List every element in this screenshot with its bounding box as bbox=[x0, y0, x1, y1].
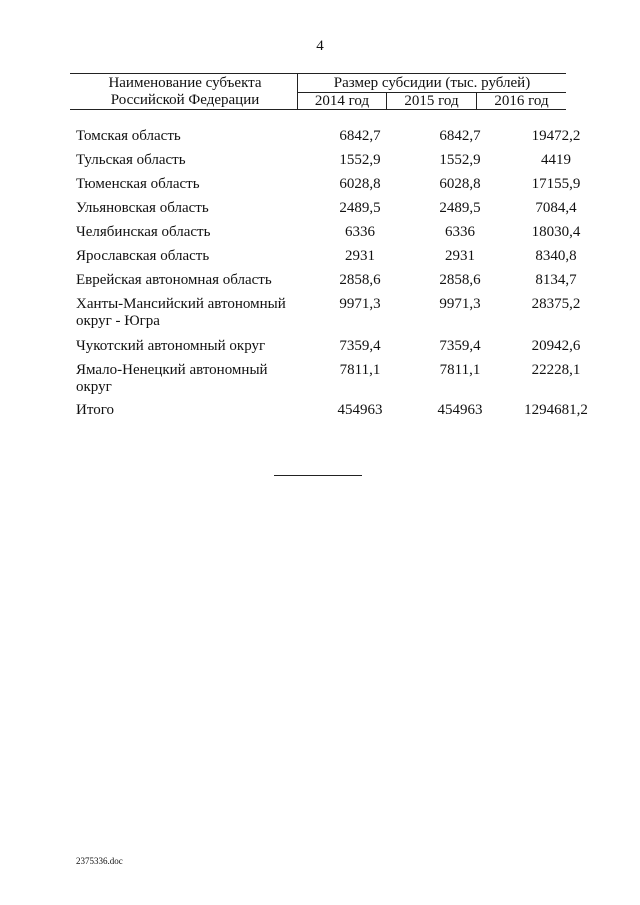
row-name: Ярославская область bbox=[76, 248, 210, 264]
row-value-2015: 6336 bbox=[445, 224, 475, 240]
row-name: Ханты-Мансийский автономный округ - Югра bbox=[76, 296, 286, 329]
row-value-2016: 17155,9 bbox=[531, 176, 581, 192]
row-value-2014: 6028,8 bbox=[339, 176, 381, 192]
header-subsidy: Размер субсидии (тыс. рублей) bbox=[333, 75, 531, 91]
row-name: Тюменская область bbox=[76, 176, 200, 192]
row-value-2014: 6336 bbox=[345, 224, 375, 240]
row-value-2014: 6842,7 bbox=[339, 128, 381, 144]
row-name: Ямало-Ненецкий автономный округ bbox=[76, 362, 268, 395]
row-value-2014: 7359,4 bbox=[339, 338, 381, 354]
row-name: Тульская область bbox=[76, 152, 186, 168]
total-value-2015: 454963 bbox=[437, 402, 483, 418]
header-top-rule bbox=[70, 73, 566, 74]
row-value-2014: 9971,3 bbox=[339, 296, 381, 312]
total-label: Итого bbox=[76, 402, 114, 418]
row-value-2014: 7811,1 bbox=[339, 362, 381, 378]
row-value-2016: 18030,4 bbox=[531, 224, 581, 240]
header-name-line1: Наименование субъекта bbox=[108, 75, 262, 91]
row-value-2015: 9971,3 bbox=[439, 296, 481, 312]
row-name: Томская область bbox=[76, 128, 181, 144]
row-name: Чукотский автономный округ bbox=[76, 338, 266, 354]
row-value-2016: 8340,8 bbox=[535, 248, 577, 264]
row-value-2016: 22228,1 bbox=[531, 362, 581, 378]
header-name-line2: Российской Федерации bbox=[110, 92, 260, 108]
row-name: Челябинская область bbox=[76, 224, 211, 240]
end-divider bbox=[274, 475, 362, 476]
row-value-2015: 7811,1 bbox=[439, 362, 481, 378]
row-value-2016: 20942,6 bbox=[531, 338, 581, 354]
row-value-2016: 8134,7 bbox=[535, 272, 577, 288]
header-year-2014: 2014 год bbox=[314, 93, 370, 109]
header-year-2015: 2015 год bbox=[404, 93, 459, 109]
header-year-2016: 2016 год bbox=[494, 93, 549, 109]
row-value-2015: 7359,4 bbox=[439, 338, 481, 354]
row-value-2015: 2858,6 bbox=[439, 272, 481, 288]
row-value-2015: 6028,8 bbox=[439, 176, 481, 192]
row-value-2014: 2489,5 bbox=[339, 200, 381, 216]
row-name: Ульяновская область bbox=[76, 200, 209, 216]
row-value-2014: 2931 bbox=[345, 248, 375, 264]
row-value-2016: 7084,4 bbox=[535, 200, 577, 216]
row-value-2016: 19472,2 bbox=[531, 128, 581, 144]
row-value-2014: 1552,9 bbox=[339, 152, 381, 168]
document-id: 2375336.doc bbox=[76, 856, 123, 866]
row-value-2016: 28375,2 bbox=[531, 296, 581, 312]
row-value-2015: 2931 bbox=[445, 248, 475, 264]
total-value-2014: 454963 bbox=[337, 402, 383, 418]
row-name: Еврейская автономная область bbox=[76, 272, 272, 288]
row-value-2016: 4419 bbox=[541, 152, 571, 168]
page-number: 4 bbox=[316, 38, 324, 54]
row-value-2015: 6842,7 bbox=[439, 128, 481, 144]
row-value-2015: 1552,9 bbox=[439, 152, 481, 168]
total-value-2016: 1294681,2 bbox=[524, 402, 588, 418]
row-value-2015: 2489,5 bbox=[439, 200, 481, 216]
row-value-2014: 2858,6 bbox=[339, 272, 381, 288]
